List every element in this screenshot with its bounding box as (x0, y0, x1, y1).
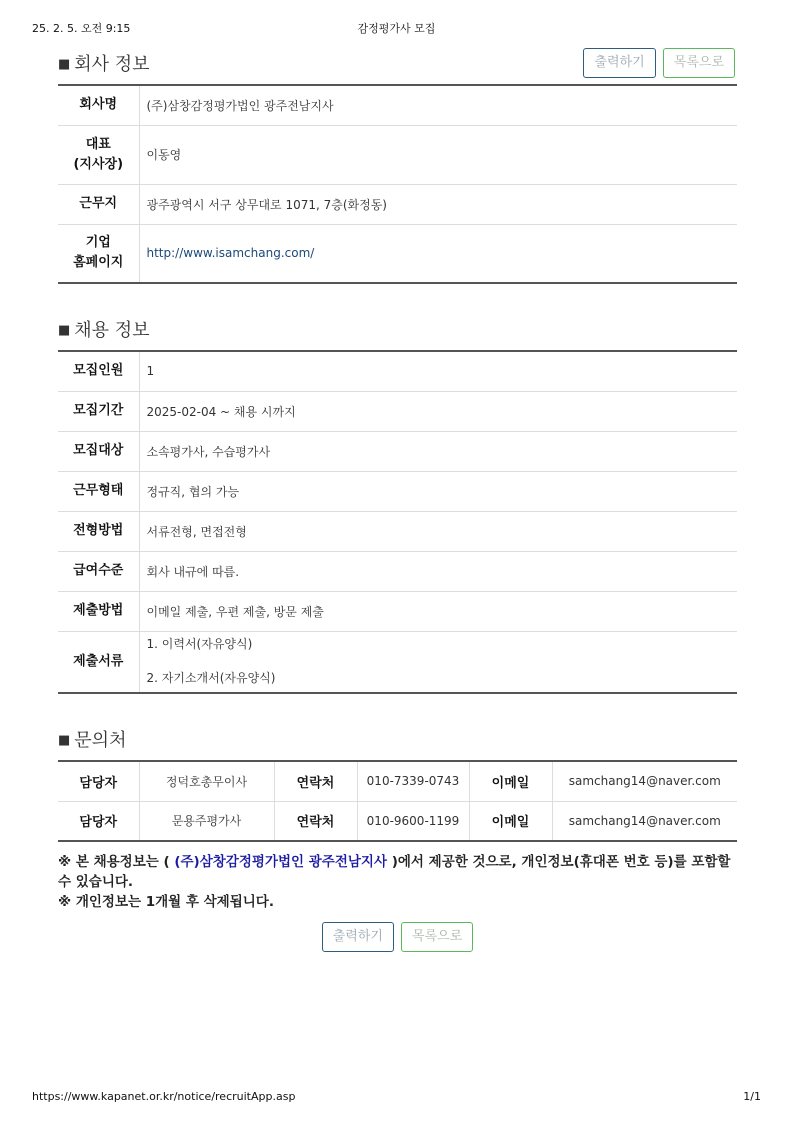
table-row (58, 431, 737, 471)
period-value: 2025-02-04 ~ 채용 시까지 (139, 391, 737, 431)
list-button[interactable]: 목록으로 (401, 922, 473, 952)
selection-method-label: 전형방법 (58, 511, 139, 551)
contact-email-value: samchang14@naver.com (568, 813, 721, 828)
recruit-info-table (58, 350, 737, 694)
ceo-value: 이동영 (139, 125, 737, 184)
table-row (58, 511, 737, 551)
submit-docs-value (139, 631, 737, 693)
company-name-value: (주)삼창감정평가법인 광주전남지사 (139, 85, 737, 125)
table-row (58, 224, 737, 283)
table-row (58, 184, 737, 224)
table-row (58, 351, 737, 391)
recruit-detail (58, 44, 737, 952)
selection-method-value: 서류전형, 면접전형 (139, 511, 737, 551)
table-row (58, 85, 737, 125)
employment-type-label: 근무형태 (58, 471, 139, 511)
privacy-notice (58, 852, 737, 912)
headcount-label: 모집인원 (58, 351, 139, 391)
workplace-value: 광주광역시 서구 상무대로 1071, 7층(화정동) (139, 184, 737, 224)
headcount-value: 1 (139, 351, 737, 391)
salary-value: 회사 내규에 따름. (139, 551, 737, 591)
recruit-section-header (58, 310, 737, 350)
contact-table (58, 760, 737, 842)
target-value: 소속평가사, 수습평가사 (139, 431, 737, 471)
contact-phone-value: 010-9600-1199 (357, 801, 469, 841)
table-row (58, 761, 737, 801)
list-item: 2. 자기소개서(자유양식) (146, 671, 276, 686)
square-bullet-icon: ■ (58, 57, 71, 72)
period-label: 모집기간 (58, 391, 139, 431)
contact-email-label: 이메일 (469, 801, 552, 841)
workplace-label: 근무지 (58, 184, 139, 224)
bottom-button-group (58, 922, 737, 952)
table-row (58, 125, 737, 184)
contact-phone-label: 연락처 (274, 761, 357, 801)
target-label: 모집대상 (58, 431, 139, 471)
table-row (58, 391, 737, 431)
table-row (58, 631, 737, 693)
submit-method-value: 이메일 제출, 우편 제출, 방문 제출 (139, 591, 737, 631)
notice-company: (주)삼창감정평가법인 광주전남지사 (174, 854, 387, 870)
contact-phone-label: 연락처 (274, 801, 357, 841)
print-datetime: 25. 2. 5. 오전 9:15 (32, 22, 131, 35)
notice-suffix: )에서 제공한 것으로, 개인정보(휴대폰 번호 등)를 포함할 수 있습니다. (58, 854, 731, 890)
homepage-cell (139, 224, 737, 283)
print-header (32, 20, 761, 36)
contact-person-label: 담당자 (58, 801, 139, 841)
print-footer (32, 1090, 761, 1106)
company-section-title: ■ 회사 정보 (58, 54, 150, 75)
page-url: https://www.kapanet.or.kr/notice/recruitApp.asp (32, 1090, 296, 1103)
list-item: 1. 이력서(자유양식) (146, 637, 253, 652)
contact-email-label: 이메일 (469, 761, 552, 801)
contact-person-value: 정덕호총무이사 (139, 761, 274, 801)
square-bullet-icon: ■ (58, 733, 71, 748)
contact-section-header (58, 720, 737, 760)
homepage-label: 기업 홈페이지 (58, 224, 139, 283)
table-row (58, 551, 737, 591)
homepage-link[interactable]: http://www.isamchang.com/ (146, 246, 315, 261)
contact-person-value: 문용주평가사 (139, 801, 274, 841)
submit-method-label: 제출방법 (58, 591, 139, 631)
company-info-table (58, 84, 737, 284)
salary-label: 급여수준 (58, 551, 139, 591)
recruit-section-title: ■ 채용 정보 (58, 320, 150, 341)
ceo-label: 대표 (지사장) (58, 125, 139, 184)
square-bullet-icon: ■ (58, 323, 71, 338)
company-name-label: 회사명 (58, 85, 139, 125)
table-row (58, 801, 737, 841)
notice-prefix: ※ 본 채용정보는 ( (58, 854, 175, 870)
contact-person-label: 담당자 (58, 761, 139, 801)
top-button-group (581, 48, 735, 78)
company-section-header (58, 44, 737, 84)
print-page-title: 감정평가사 모집 (357, 22, 436, 35)
table-row (58, 591, 737, 631)
submit-docs-label: 제출서류 (58, 631, 139, 693)
contact-email-value: samchang14@naver.com (552, 761, 737, 801)
notice-deletion: ※ 개인정보는 1개월 후 삭제됩니다. (58, 894, 274, 910)
page-number: 1/1 (743, 1090, 761, 1103)
contact-phone-value: 010-7339-0743 (357, 761, 469, 801)
contact-section-title: ■ 문의처 (58, 730, 127, 751)
print-button[interactable]: 출력하기 (322, 922, 394, 952)
print-button[interactable]: 출력하기 (583, 48, 655, 78)
list-button[interactable]: 목록으로 (663, 48, 735, 78)
employment-type-value: 정규직, 협의 가능 (139, 471, 737, 511)
table-row (58, 471, 737, 511)
